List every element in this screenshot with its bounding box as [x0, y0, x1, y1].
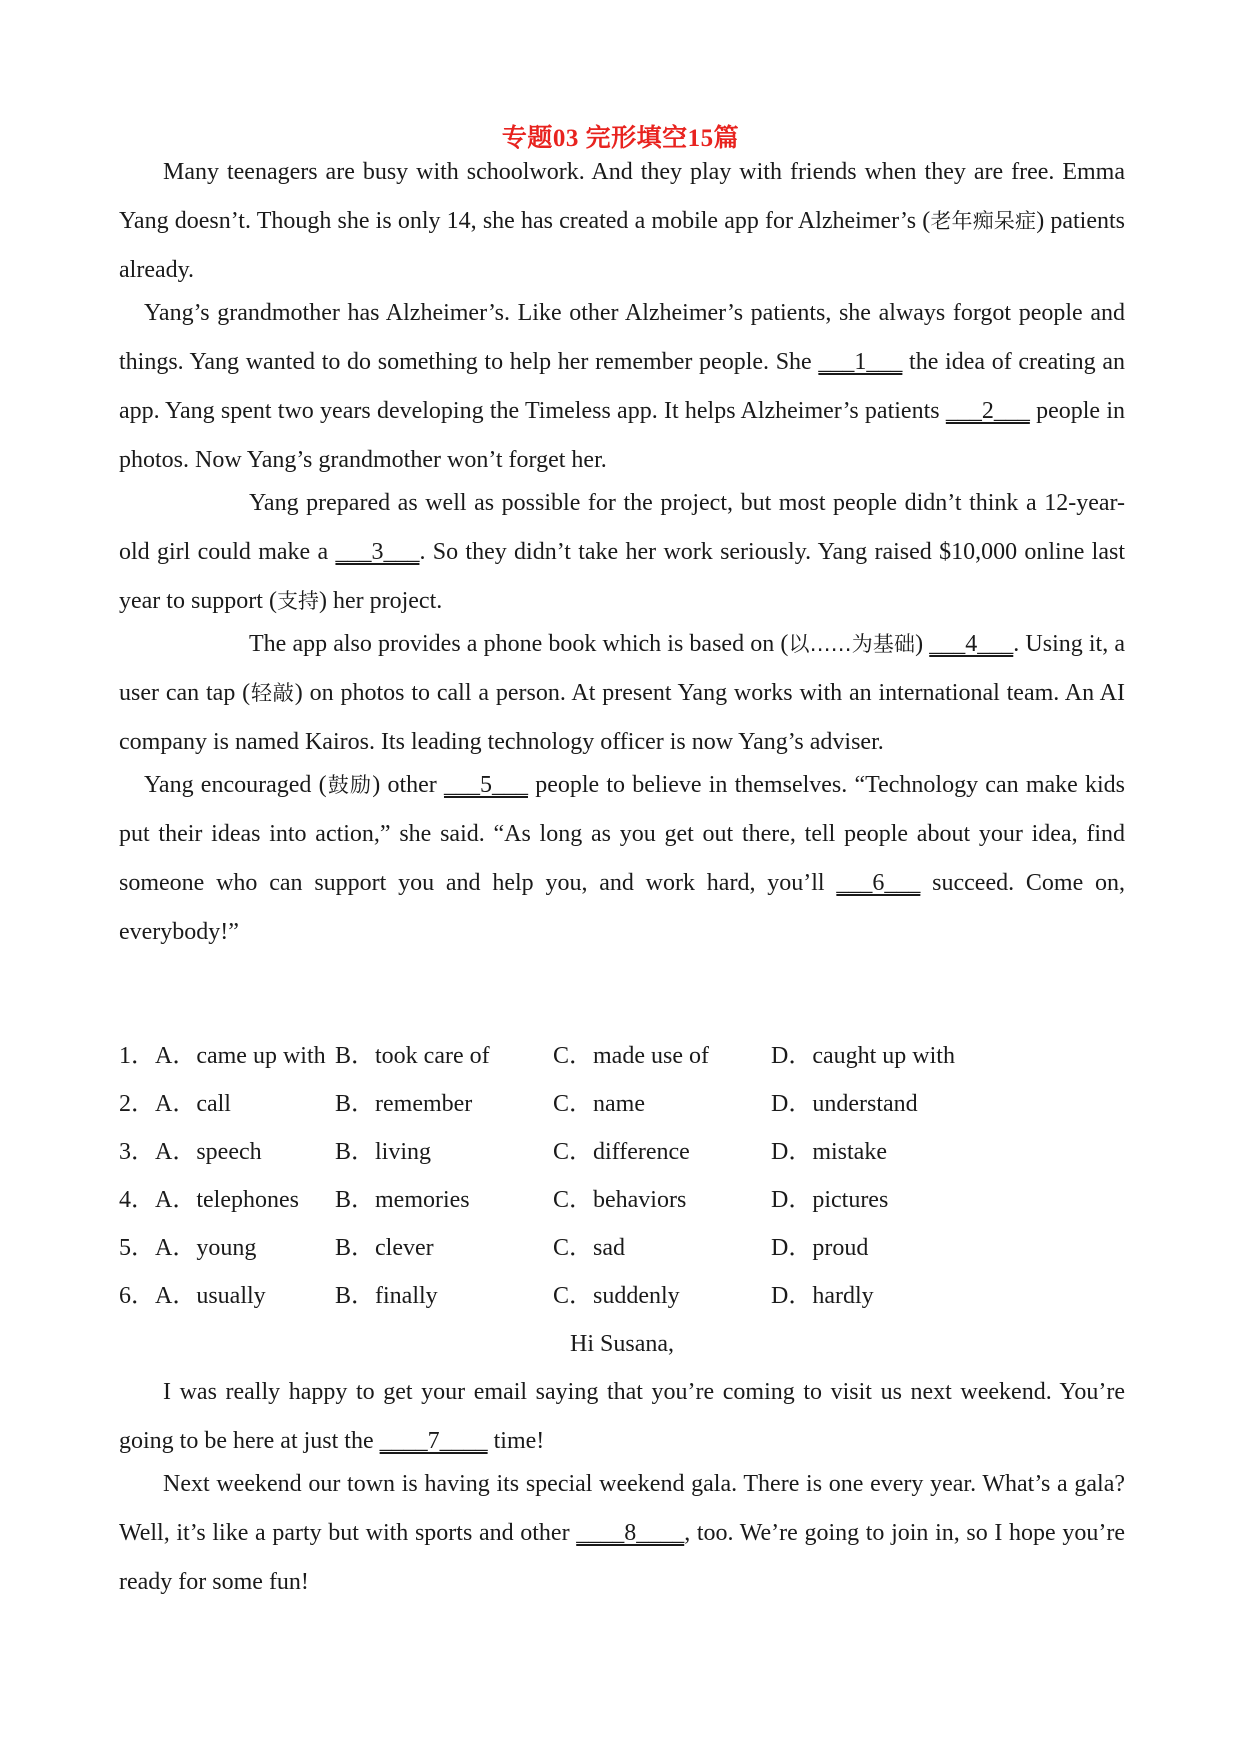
text: . Using it, a user can tap (	[119, 631, 1125, 706]
text: )	[915, 631, 930, 657]
passage-1-paragraph-5	[119, 761, 1125, 957]
text: I was really happy to get your email saying that you’re coming to visit us next weekend. You’re going to be here at just the	[119, 1379, 1125, 1454]
passage-1-paragraph-2	[119, 289, 1125, 485]
text: , too. We’re going to join in, so I hope you’re ready for some fun!	[119, 1520, 1125, 1595]
option-row-6	[119, 1272, 1125, 1320]
chinese-gloss: 支持	[276, 589, 319, 613]
text: Yang’s grandmother has Alzheimer’s. Like other Alzheimer’s patients, she always forgot people and things. Yang wanted to do something to help her remember people. She	[119, 300, 1125, 375]
letter-greeting: Hi Susana,	[570, 1331, 674, 1357]
option-c: C．sad	[553, 1235, 625, 1261]
option-b: B．memories	[335, 1187, 470, 1213]
option-b: B．finally	[335, 1283, 438, 1309]
option-b: B．clever	[335, 1235, 434, 1261]
passage-1-paragraph-1	[119, 148, 1125, 295]
chinese-gloss: 以……为基础	[788, 632, 916, 656]
text: The app also provides a phone book which is based on (	[249, 631, 789, 657]
option-row-5	[119, 1224, 1125, 1272]
option-c: C．behaviors	[553, 1187, 687, 1213]
text: succeed. Come on, everybody!”	[119, 870, 1126, 945]
option-a: 3．A．speech	[119, 1139, 262, 1165]
text: . So they didn’t take her work seriously. Yang raised $10,000 online last year to support (	[119, 539, 1125, 614]
blank-1: ___1___	[818, 349, 903, 375]
chinese-gloss: 鼓励	[326, 773, 373, 797]
blank-6: ___6___	[836, 870, 921, 896]
passage-2-paragraph-1	[119, 1368, 1125, 1466]
text: the idea of creating an app. Yang spent two years developing the Timeless app. It helps Alzheimer’s patients	[119, 349, 1125, 424]
option-a: 4．A．telephones	[119, 1187, 299, 1213]
option-row-1	[119, 1032, 1125, 1080]
option-b: B．remember	[335, 1091, 473, 1117]
text: Many teenagers are busy with schoolwork. And they play with friends when they are free. Emma Yang doesn’t. Though she is only 14, she has created a mobile app for Alzheimer’s (	[119, 159, 1125, 234]
option-c: C．made use of	[553, 1043, 709, 1069]
passage-1	[119, 148, 1125, 957]
option-d: D．pictures	[771, 1187, 889, 1213]
text: ) patients already.	[119, 208, 1126, 283]
text: time!	[487, 1428, 545, 1454]
page-title: 专题03 完形填空15篇	[501, 125, 740, 152]
blank-3: ___3___	[335, 539, 420, 565]
option-c: C．name	[553, 1091, 645, 1117]
option-d: D．understand	[771, 1091, 918, 1117]
option-row-4	[119, 1176, 1125, 1224]
option-row-3	[119, 1128, 1125, 1176]
passage-1-paragraph-3	[119, 479, 1125, 626]
text: Yang encouraged (	[144, 772, 327, 798]
option-a: 2．A．call	[119, 1091, 231, 1117]
text: people in photos. Now Yang’s grandmother won’t forget her.	[119, 398, 1126, 473]
option-b: B．living	[335, 1139, 432, 1165]
option-b: B．took care of	[335, 1043, 490, 1069]
passage-2	[119, 1320, 1125, 1607]
chinese-gloss: 轻敲	[250, 681, 295, 705]
text: Next weekend our town is having its special weekend gala. There is one every year. What’s a gala? Well, it’s like a party but with sports and other	[119, 1471, 1125, 1546]
answer-options	[119, 1032, 1125, 1320]
text: ) other	[372, 772, 444, 798]
option-c: C．difference	[553, 1139, 690, 1165]
blank-5: ___5___	[443, 772, 528, 798]
option-a: 5．A．young	[119, 1235, 257, 1261]
text: ) her project.	[318, 588, 443, 614]
blank-8: ____8____	[576, 1520, 685, 1546]
option-a: 6．A．usually	[119, 1283, 266, 1309]
option-d: D．mistake	[771, 1139, 887, 1165]
text: people to believe in themselves. “Technology can make kids put their ideas into action,” she said. “As long as you get out there, tell people about your idea, find someone who can support you and help you, and work hard, you’ll	[119, 772, 1126, 896]
blank-4: ___4___	[929, 631, 1014, 657]
text: ) on photos to call a person. At present Yang works with an international team. An AI company is named Kairos. Its leading technology officer is now Yang’s adviser.	[119, 680, 1125, 755]
text: Yang prepared as well as possible for the project, but most people didn’t think a 12-year-old girl could make a	[119, 490, 1125, 565]
option-d: D．proud	[771, 1235, 869, 1261]
passage-2-paragraph-2	[119, 1460, 1125, 1607]
blank-7: ____7____	[379, 1428, 488, 1454]
option-a: 1．A．came up with	[119, 1043, 326, 1069]
option-c: C．suddenly	[553, 1283, 680, 1309]
chinese-gloss: 老年痴呆症	[930, 209, 1037, 233]
passage-1-paragraph-4	[119, 620, 1125, 767]
option-d: D．hardly	[771, 1283, 874, 1309]
option-row-2	[119, 1080, 1125, 1128]
option-d: D．caught up with	[771, 1043, 955, 1069]
blank-2: ___2___	[945, 398, 1030, 424]
